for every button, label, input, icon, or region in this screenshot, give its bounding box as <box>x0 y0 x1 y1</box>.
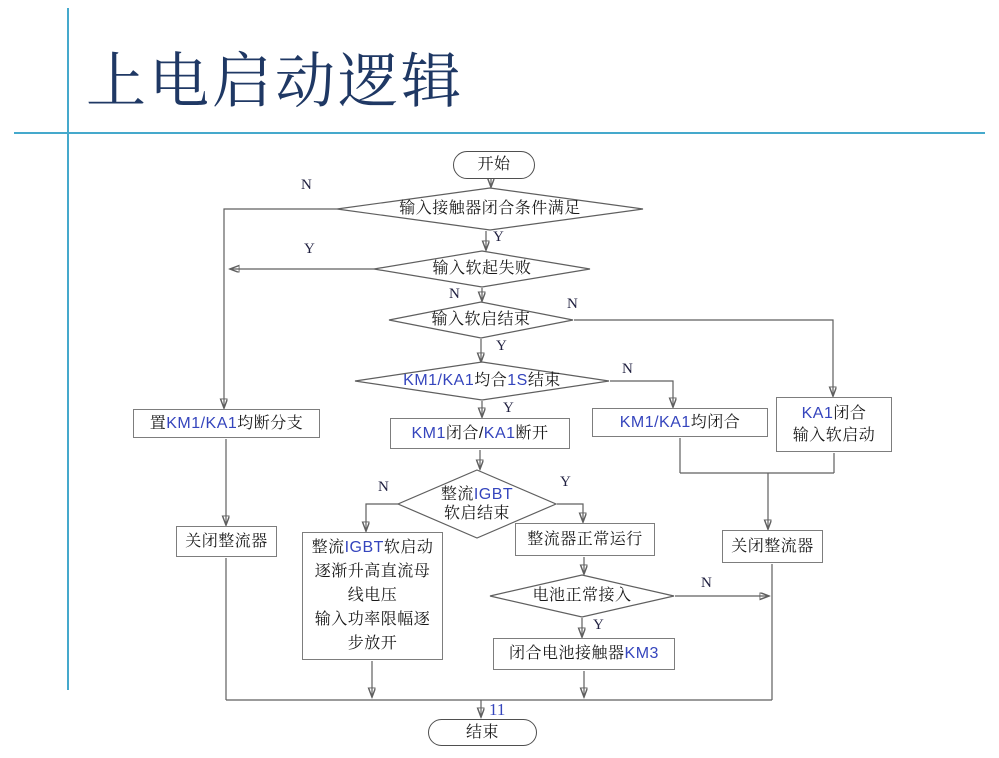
label-part: 整流 <box>311 539 345 556</box>
label-part <box>403 371 561 390</box>
label-part: 均合 <box>474 372 508 390</box>
label-part: 闭合/ <box>445 424 484 442</box>
node-start: 开始 <box>453 151 535 179</box>
label-line <box>802 405 867 422</box>
node-end: 结束 <box>428 719 537 746</box>
decision-softstart-fail-label: 输入软起失败 <box>432 260 532 278</box>
branch-label-contactor-y: Y <box>493 229 504 245</box>
label-line <box>312 539 434 556</box>
branch-label-contactor-n: N <box>301 177 312 193</box>
label-part: 闭合电池接触器 <box>509 645 625 663</box>
branch-label-igbt-y: Y <box>560 474 571 490</box>
slide-title: 上电启动逻辑 <box>86 49 464 115</box>
branch-label-softend-n: N <box>567 296 578 312</box>
label-part: 整流 <box>440 485 474 503</box>
branch-label-battery-y: Y <box>593 617 604 633</box>
branch-label-softfail-y: Y <box>304 241 315 257</box>
label-line: 输入软启动 <box>792 426 876 444</box>
page-number: 11 <box>489 700 506 719</box>
label-part: 闭合 <box>833 404 867 422</box>
label-part: 软启动 <box>383 539 434 556</box>
branch-label-softfail-n: N <box>449 286 460 302</box>
label-part: KM1/KA1 <box>166 414 238 432</box>
node-close-battery-contactor-km3 <box>493 638 675 670</box>
branch-label-softend-y: Y <box>496 338 507 354</box>
label-part: 断开 <box>515 424 549 442</box>
decision-contactor-label: 输入接触器闭合条件满足 <box>399 200 581 218</box>
node-close-rectifier-right: 关闭整流器 <box>722 530 823 563</box>
edge-1s-n-right <box>610 381 673 406</box>
label-part: 均断分支 <box>237 414 304 432</box>
label-line: 线电压 <box>347 587 398 604</box>
label-part: KM1 <box>411 424 446 442</box>
label-line: 步放开 <box>347 635 398 652</box>
label-line: 逐渐升高直流母 <box>314 563 431 580</box>
node-km1-close-ka1-open <box>390 418 570 449</box>
decision-km1ka1-1s-label <box>352 369 612 393</box>
edge-igbt-y-right <box>557 504 583 521</box>
branch-label-1s-y: Y <box>503 400 514 416</box>
node-ka1-close-soft-start <box>776 397 892 452</box>
label-part: KA1 <box>801 404 834 422</box>
node-set-km1-ka1-open-branch <box>133 409 320 438</box>
node-label <box>312 536 434 656</box>
decision-igbt-soft-label <box>397 480 557 528</box>
node-label <box>793 403 876 447</box>
node-close-rectifier-left: 关闭整流器 <box>176 526 277 557</box>
node-label <box>411 424 548 443</box>
label-line <box>441 486 513 503</box>
decision-softstart-end-label: 输入软启结束 <box>431 311 531 329</box>
node-km1-ka1-both-closed <box>592 408 768 437</box>
label-part: 1S <box>507 372 528 390</box>
label-part: KA1 <box>483 424 516 442</box>
label-part: IGBT <box>473 485 514 503</box>
node-igbt-ramp-up <box>302 532 443 660</box>
label-part: KM3 <box>624 645 659 663</box>
node-label <box>509 644 659 663</box>
label-line: 软启结束 <box>443 505 510 522</box>
label-part: KM1/KA1 <box>619 413 691 431</box>
label-part: 均闭合 <box>690 413 741 431</box>
branch-label-igbt-n: N <box>378 479 389 495</box>
edge-contactor-n-left <box>224 209 337 407</box>
node-label <box>620 413 741 432</box>
branch-label-battery-n: N <box>701 575 712 591</box>
node-rectifier-normal-run: 整流器正常运行 <box>515 523 655 556</box>
edge-igbt-n-left <box>366 504 398 530</box>
label-part: 结束 <box>527 372 561 390</box>
branch-label-1s-n: N <box>622 361 633 377</box>
edge-softend-n-right <box>574 320 833 395</box>
label-part: KM1/KA1 <box>403 372 475 390</box>
label-part: 置 <box>149 414 167 432</box>
label-line: 输入功率限幅逐 <box>314 611 431 628</box>
decision-battery-label: 电池正常接入 <box>532 587 632 605</box>
node-label <box>441 485 513 523</box>
label-part: IGBT <box>344 539 384 556</box>
node-label <box>150 414 304 433</box>
